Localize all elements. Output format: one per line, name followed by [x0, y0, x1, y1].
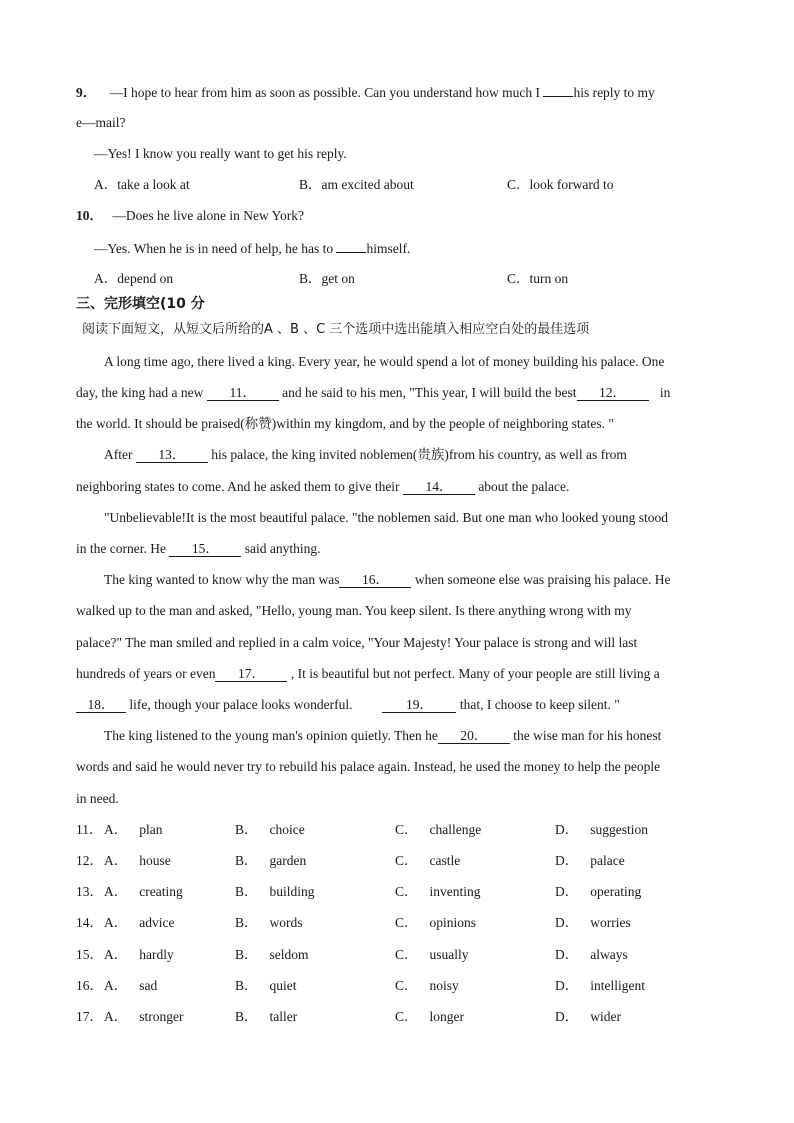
choice-option-a[interactable]: A． sad	[104, 978, 158, 993]
choice-option-b[interactable]: B． quiet	[235, 978, 297, 993]
blank-12: 12．	[577, 385, 649, 401]
passage-text: After	[104, 447, 136, 462]
question-10-line-1	[76, 206, 304, 226]
passage-text: in	[656, 385, 671, 400]
question-9-blank	[543, 81, 573, 97]
question-10-option-b[interactable]: B．get on	[299, 271, 355, 286]
choice-row-number: 15．	[76, 947, 103, 962]
passage-p3-line-1: "Unbelievable!It is the most beautiful palace. "the noblemen said. But one man who looked young stood	[104, 510, 669, 525]
choice-row-number: 16．	[76, 978, 103, 993]
choice-option-a[interactable]: A． advice	[104, 915, 175, 930]
choice-option-b[interactable]: B． seldom	[235, 947, 309, 962]
choice-option-d[interactable]: D． palace	[555, 853, 625, 868]
choice-row-number: 17．	[76, 1009, 103, 1024]
choice-option-c[interactable]: C． longer	[395, 1009, 465, 1024]
passage-text: about the palace.	[474, 479, 570, 494]
passage-text: that, I choose to keep silent. "	[456, 697, 620, 712]
choice-option-c[interactable]: C． challenge	[395, 822, 482, 837]
choice-option-d[interactable]: D． intelligent	[555, 978, 645, 993]
question-10-text-a: —Yes. When he is in need of help, he has to	[94, 241, 337, 256]
passage-text: hundreds of years or even	[76, 666, 216, 681]
question-9-line-1	[76, 81, 655, 103]
choice-option-b[interactable]: B． garden	[235, 853, 307, 868]
question-10-text-b: himself.	[366, 241, 411, 256]
passage-text: The king wanted to know why the man was	[104, 572, 340, 587]
choice-option-a[interactable]: A． creating	[104, 884, 183, 899]
choice-row-number: 11．	[76, 822, 103, 837]
blank-20: 20．	[438, 728, 510, 744]
choice-option-b[interactable]: B． choice	[235, 822, 305, 837]
choice-option-d[interactable]: D． suggestion	[555, 822, 649, 837]
passage-text: the wise man for his honest	[509, 728, 662, 743]
passage-text: neighboring states to come. And he asked them to give their	[76, 479, 403, 494]
passage-text: The king listened to the young man's opinion quietly. Then he	[104, 728, 438, 743]
question-10-number: 10．	[76, 208, 103, 223]
passage-text: his palace, the king invited noblemen(贵族)from his country, as well as from	[207, 447, 627, 462]
passage-text: in the corner. He	[76, 541, 170, 556]
question-9-line-2: e—mail?	[76, 115, 126, 130]
passage-p5-line-3: in need.	[76, 791, 119, 806]
choice-option-c[interactable]: C． noisy	[395, 978, 459, 993]
choice-option-d[interactable]: D． wider	[555, 1009, 621, 1024]
passage-text: life, though your palace looks wonderful.	[126, 697, 353, 712]
passage-p2-line-2	[76, 477, 569, 497]
question-9-line-3: —Yes! I know you really want to get his reply.	[94, 146, 347, 161]
passage-p4-line-5	[76, 695, 620, 715]
question-10-text: —Does he live alone in New York?	[112, 208, 304, 223]
passage-p3-line-2	[76, 539, 320, 559]
blank-14: 14．	[403, 479, 475, 495]
choice-option-d[interactable]: D． operating	[555, 884, 642, 899]
passage-p4-line-2: walked up to the man and asked, "Hello, young man. You keep silent. Is there anything wrong with my	[76, 603, 632, 618]
passage-p5-line-1	[104, 726, 661, 746]
passage-p4-line-4	[76, 664, 660, 684]
passage-p5-line-2: words and said he would never try to rebuild his palace again. Instead, he used the money to help the people	[76, 759, 661, 774]
section-instruction: 阅读下面短文，从短文后所给的A 、B 、C 三个选项中选出能填入相应空白处的最佳选项	[82, 322, 590, 337]
blank-16: 16．	[339, 572, 411, 588]
passage-text: said anything.	[241, 541, 321, 556]
question-9-option-a[interactable]: A．take a look at	[94, 177, 190, 192]
choice-row-number: 14．	[76, 915, 103, 930]
choice-option-c[interactable]: C． usually	[395, 947, 469, 962]
section-title: 三、完形填空(10 分	[76, 296, 205, 312]
choice-row-number: 12．	[76, 853, 103, 868]
blank-15: 15．	[169, 541, 241, 557]
question-10-option-a[interactable]: A．depend on	[94, 271, 174, 286]
choice-option-d[interactable]: D． worries	[555, 915, 631, 930]
choice-option-c[interactable]: C． opinions	[395, 915, 477, 930]
question-10-blank	[336, 237, 366, 253]
blank-18: 18．	[76, 697, 126, 713]
passage-text: day, the king had a new	[76, 385, 207, 400]
passage-p1-line-3: the world. It should be praised(称赞)within my kingdom, and by the people of neighboring states. "	[76, 416, 614, 431]
passage-p4-line-1	[104, 570, 671, 590]
choice-option-b[interactable]: B． building	[235, 884, 315, 899]
passage-text: , It is beautiful but not perfect. Many of your people are still living a	[287, 666, 660, 681]
question-9-option-c[interactable]: C．look forward to	[507, 177, 614, 192]
passage-text: and he said to his men, "This year, I will build the best	[278, 385, 577, 400]
passage-p1-line-2	[76, 383, 670, 403]
question-9-text-a: —I hope to hear from him as soon as possible. Can you understand how much I	[109, 85, 544, 100]
choice-option-a[interactable]: A． plan	[104, 822, 163, 837]
question-9-text-b: his reply to my	[573, 85, 655, 100]
choice-row-number: 13．	[76, 884, 103, 899]
blank-17: 17．	[215, 666, 287, 682]
choice-option-d[interactable]: D． always	[555, 947, 628, 962]
question-9-number: 9．	[76, 85, 97, 100]
question-9-option-b[interactable]: B．am excited about	[299, 177, 414, 192]
question-10-line-2	[94, 237, 410, 259]
choice-option-a[interactable]: A． hardly	[104, 947, 174, 962]
question-10-option-c[interactable]: C．turn on	[507, 271, 569, 286]
choice-option-c[interactable]: C． inventing	[395, 884, 481, 899]
choice-option-a[interactable]: A． stronger	[104, 1009, 184, 1024]
blank-13: 13．	[136, 447, 208, 463]
passage-p4-line-3: palace?" The man smiled and replied in a calm voice, "Your Majesty! Your palace is strong and will last	[76, 635, 638, 650]
choice-option-b[interactable]: B． taller	[235, 1009, 298, 1024]
passage-p1-line-1: A long time ago, there lived a king. Every year, he would spend a lot of money building his palace. One	[104, 354, 665, 369]
choice-option-a[interactable]: A． house	[104, 853, 171, 868]
blank-11: 11．	[207, 385, 279, 401]
choice-option-c[interactable]: C． castle	[395, 853, 461, 868]
choice-option-b[interactable]: B． words	[235, 915, 303, 930]
passage-p2-line-1	[104, 445, 627, 465]
blank-19: 19．	[382, 697, 456, 713]
passage-text: when someone else was praising his palace. He	[411, 572, 671, 587]
